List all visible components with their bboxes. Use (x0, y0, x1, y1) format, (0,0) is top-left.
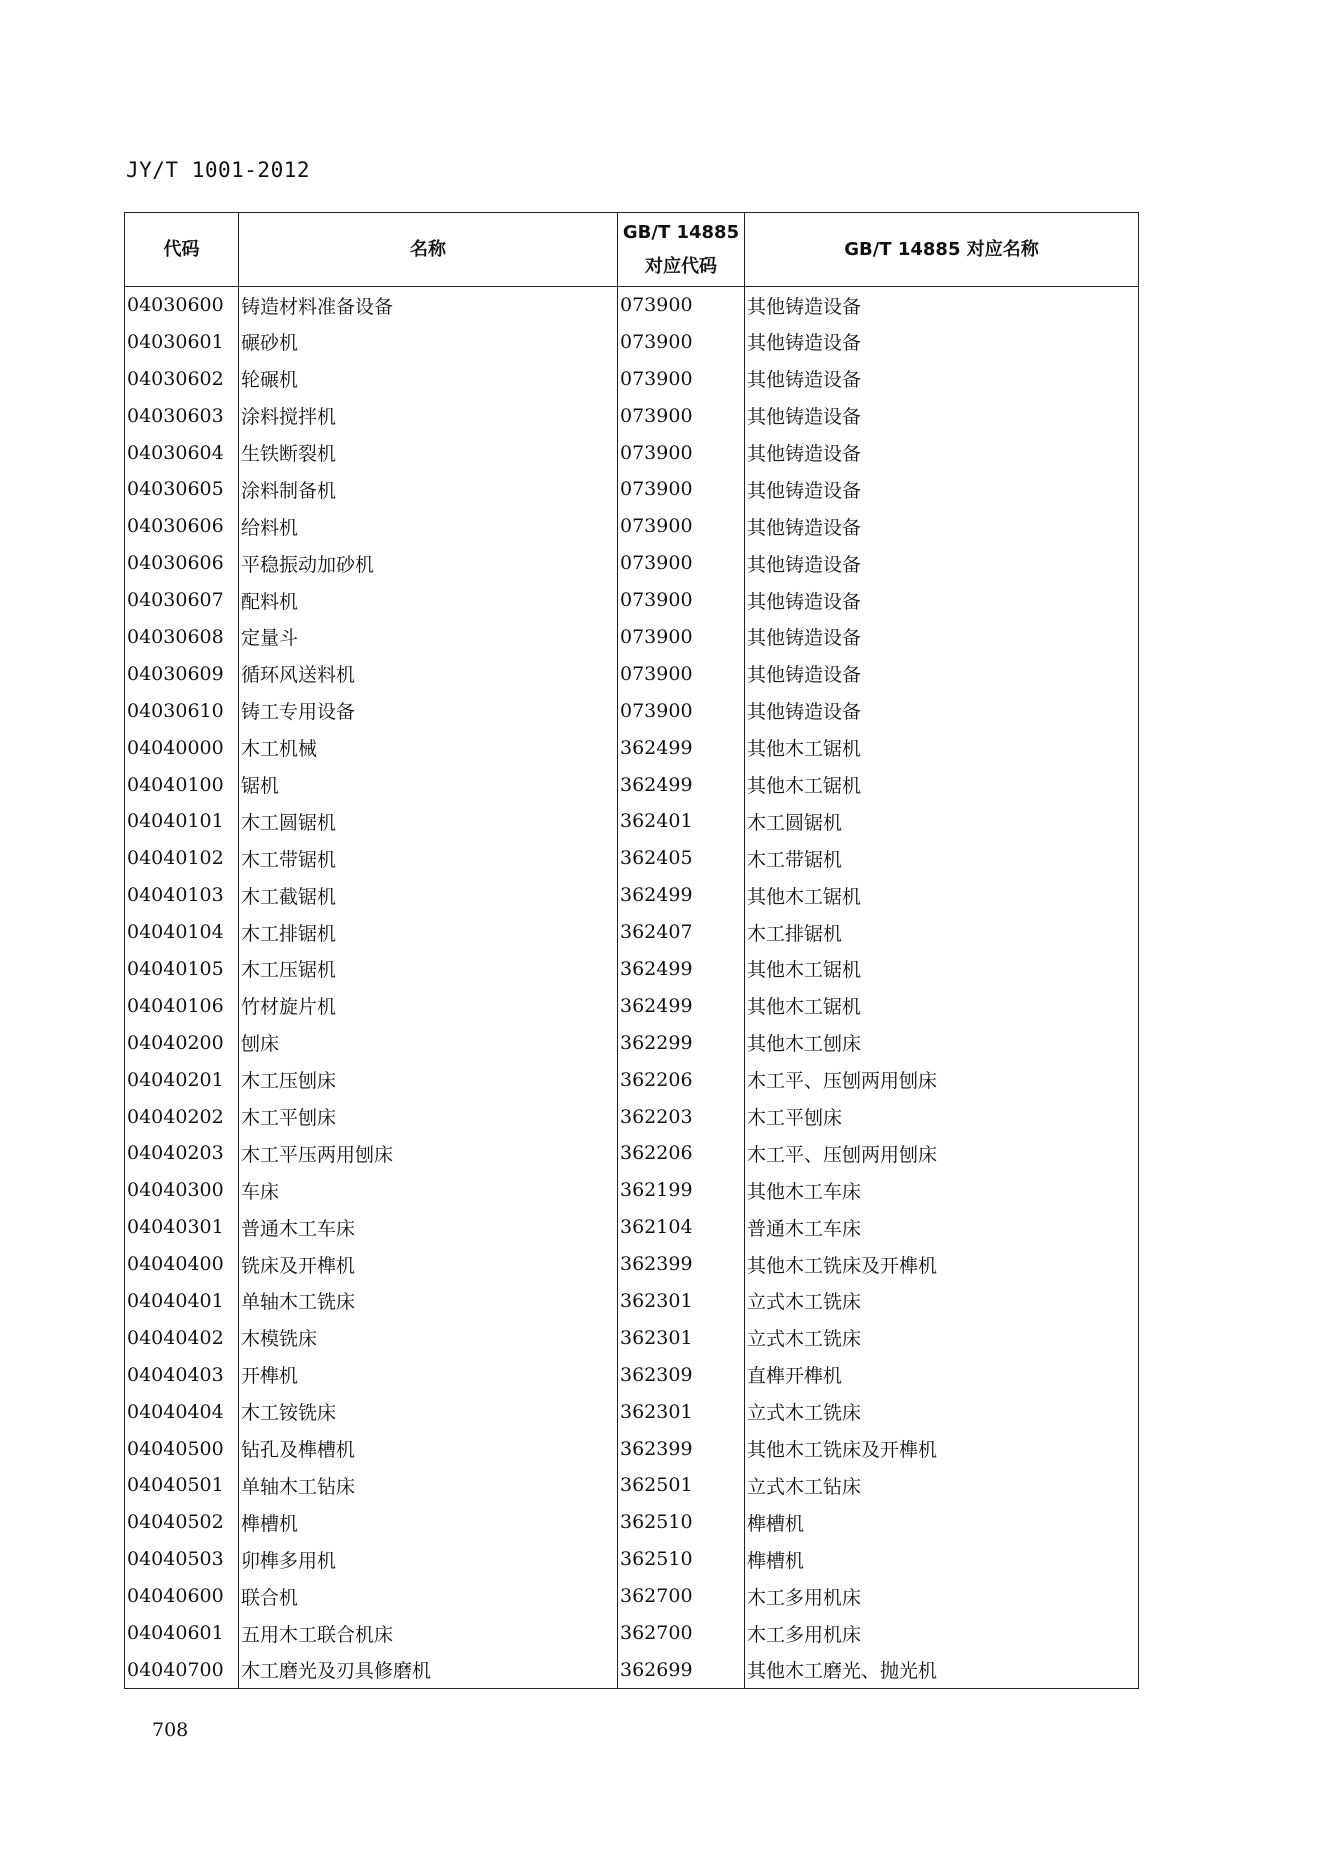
column-header-code: 代码 (125, 213, 239, 287)
cell-code: 04030609 (125, 655, 239, 692)
cell-gb-code: 362407 (618, 914, 745, 951)
cell-gb-name: 木工带锯机 (745, 840, 1139, 877)
cell-name: 木工带锯机 (239, 840, 618, 877)
column-header-gb-code: GB/T 14885 对应代码 (618, 213, 745, 287)
cell-gb-name: 普通木工车床 (745, 1209, 1139, 1246)
cell-name: 木工磨光及刃具修磨机 (239, 1651, 618, 1688)
table-row (125, 766, 1139, 803)
cell-gb-name: 其他木工刨床 (745, 1024, 1139, 1061)
cell-code: 04040102 (125, 840, 239, 877)
cell-code: 04040404 (125, 1393, 239, 1430)
cell-gb-code: 073900 (618, 692, 745, 729)
table-row (125, 987, 1139, 1024)
table-row (125, 803, 1139, 840)
cell-code: 04030602 (125, 360, 239, 397)
cell-name: 木工排锯机 (239, 914, 618, 951)
cell-gb-code: 362203 (618, 1098, 745, 1135)
cell-code: 04030604 (125, 434, 239, 471)
cell-code: 04040100 (125, 766, 239, 803)
cell-name: 木工截锯机 (239, 877, 618, 914)
cell-gb-code: 362206 (618, 1061, 745, 1098)
cell-gb-code: 073900 (618, 545, 745, 582)
cell-name: 循环风送料机 (239, 655, 618, 692)
cell-code: 04040401 (125, 1283, 239, 1320)
table-row (125, 323, 1139, 360)
cell-gb-name: 其他铸造设备 (745, 434, 1139, 471)
cell-name: 木工压锯机 (239, 951, 618, 988)
cell-gb-code: 362499 (618, 729, 745, 766)
table-row (125, 1504, 1139, 1541)
cell-gb-code: 362199 (618, 1172, 745, 1209)
cell-code: 04040403 (125, 1356, 239, 1393)
cell-code: 04040105 (125, 951, 239, 988)
cell-code: 04030606 (125, 508, 239, 545)
cell-name: 单轴木工铣床 (239, 1283, 618, 1320)
cell-gb-name: 其他木工锯机 (745, 951, 1139, 988)
cell-gb-code: 362499 (618, 877, 745, 914)
cell-gb-code: 362309 (618, 1356, 745, 1393)
cell-code: 04040106 (125, 987, 239, 1024)
table-row (125, 1319, 1139, 1356)
cell-gb-code: 073900 (618, 619, 745, 656)
table-row (125, 1283, 1139, 1320)
table-row (125, 1578, 1139, 1615)
cell-gb-code: 362399 (618, 1246, 745, 1283)
table-row (125, 1615, 1139, 1652)
cell-gb-name: 立式木工铣床 (745, 1319, 1139, 1356)
cell-gb-code: 362499 (618, 987, 745, 1024)
cell-name: 生铁断裂机 (239, 434, 618, 471)
table-row (125, 1651, 1139, 1688)
cell-gb-code: 362501 (618, 1467, 745, 1504)
cell-gb-code: 362700 (618, 1615, 745, 1652)
cell-gb-name: 立式木工钻床 (745, 1467, 1139, 1504)
cell-gb-name: 榫槽机 (745, 1541, 1139, 1578)
cell-gb-code: 362699 (618, 1651, 745, 1688)
cell-name: 木工铵铣床 (239, 1393, 618, 1430)
cell-gb-code: 362299 (618, 1024, 745, 1061)
cell-gb-code: 362499 (618, 766, 745, 803)
cell-name: 涂料制备机 (239, 471, 618, 508)
cell-name: 竹材旋片机 (239, 987, 618, 1024)
cell-gb-code: 362499 (618, 951, 745, 988)
cell-gb-code: 362405 (618, 840, 745, 877)
cell-gb-code: 362510 (618, 1504, 745, 1541)
cell-gb-name: 其他木工锯机 (745, 729, 1139, 766)
cell-gb-code: 073900 (618, 323, 745, 360)
cell-gb-name: 直榫开榫机 (745, 1356, 1139, 1393)
cell-code: 04040202 (125, 1098, 239, 1135)
cell-gb-name: 其他铸造设备 (745, 397, 1139, 434)
cell-gb-code: 073900 (618, 655, 745, 692)
cell-name: 配料机 (239, 582, 618, 619)
cell-name: 铣床及开榫机 (239, 1246, 618, 1283)
cell-code: 04040203 (125, 1135, 239, 1172)
cell-gb-code: 362206 (618, 1135, 745, 1172)
cell-gb-code: 362401 (618, 803, 745, 840)
cell-code: 04030607 (125, 582, 239, 619)
table-row (125, 471, 1139, 508)
code-table (124, 212, 1139, 1689)
cell-name: 铸造材料准备设备 (239, 287, 618, 324)
cell-name: 给料机 (239, 508, 618, 545)
table-row (125, 914, 1139, 951)
cell-name: 涂料搅拌机 (239, 397, 618, 434)
cell-code: 04030608 (125, 619, 239, 656)
cell-name: 锯机 (239, 766, 618, 803)
cell-gb-name: 其他木工锯机 (745, 766, 1139, 803)
cell-gb-name: 榫槽机 (745, 1504, 1139, 1541)
cell-gb-name: 其他铸造设备 (745, 471, 1139, 508)
cell-name: 碾砂机 (239, 323, 618, 360)
cell-gb-name: 其他铸造设备 (745, 582, 1139, 619)
cell-code: 04040300 (125, 1172, 239, 1209)
cell-code: 04040201 (125, 1061, 239, 1098)
cell-gb-name: 其他铸造设备 (745, 655, 1139, 692)
cell-code: 04040501 (125, 1467, 239, 1504)
table-row (125, 287, 1139, 324)
cell-name: 轮碾机 (239, 360, 618, 397)
cell-name: 木工平压两用刨床 (239, 1135, 618, 1172)
cell-gb-code: 073900 (618, 582, 745, 619)
cell-name: 钻孔及榫槽机 (239, 1430, 618, 1467)
cell-gb-name: 木工平、压刨两用刨床 (745, 1061, 1139, 1098)
table-row (125, 1098, 1139, 1135)
cell-name: 刨床 (239, 1024, 618, 1061)
cell-gb-code: 362104 (618, 1209, 745, 1246)
cell-gb-name: 木工多用机床 (745, 1615, 1139, 1652)
cell-code: 04030600 (125, 287, 239, 324)
cell-name: 单轴木工钻床 (239, 1467, 618, 1504)
table-row (125, 1024, 1139, 1061)
cell-code: 04030603 (125, 397, 239, 434)
cell-gb-name: 木工多用机床 (745, 1578, 1139, 1615)
cell-name: 普通木工车床 (239, 1209, 618, 1246)
table-row (125, 434, 1139, 471)
cell-gb-name: 其他铸造设备 (745, 323, 1139, 360)
table-row (125, 1209, 1139, 1246)
column-header-name: 名称 (239, 213, 618, 287)
cell-name: 定量斗 (239, 619, 618, 656)
cell-code: 04040700 (125, 1651, 239, 1688)
cell-gb-code: 073900 (618, 287, 745, 324)
table-row (125, 1061, 1139, 1098)
cell-gb-name: 木工圆锯机 (745, 803, 1139, 840)
cell-gb-code: 073900 (618, 471, 745, 508)
cell-code: 04040301 (125, 1209, 239, 1246)
cell-name: 卯榫多用机 (239, 1541, 618, 1578)
table-row (125, 619, 1139, 656)
cell-gb-name: 其他木工铣床及开榫机 (745, 1246, 1139, 1283)
cell-gb-code: 073900 (618, 360, 745, 397)
cell-code: 04040200 (125, 1024, 239, 1061)
cell-gb-name: 立式木工铣床 (745, 1283, 1139, 1320)
table-row (125, 1356, 1139, 1393)
cell-code: 04040103 (125, 877, 239, 914)
page-number: 708 (152, 1719, 189, 1741)
cell-name: 木工压刨床 (239, 1061, 618, 1098)
cell-gb-code: 362510 (618, 1541, 745, 1578)
table-row (125, 1172, 1139, 1209)
cell-name: 木模铣床 (239, 1319, 618, 1356)
cell-name: 木工平刨床 (239, 1098, 618, 1135)
table-row (125, 582, 1139, 619)
cell-code: 04040600 (125, 1578, 239, 1615)
cell-code: 04040502 (125, 1504, 239, 1541)
cell-gb-code: 073900 (618, 397, 745, 434)
column-header-gb-name: GB/T 14885 对应名称 (745, 213, 1139, 287)
cell-code: 04030606 (125, 545, 239, 582)
cell-code: 04040400 (125, 1246, 239, 1283)
cell-code: 04030610 (125, 692, 239, 729)
cell-name: 木工圆锯机 (239, 803, 618, 840)
table-row (125, 397, 1139, 434)
cell-name: 榫槽机 (239, 1504, 618, 1541)
cell-gb-name: 木工平、压刨两用刨床 (745, 1135, 1139, 1172)
cell-name: 平稳振动加砂机 (239, 545, 618, 582)
cell-name: 联合机 (239, 1578, 618, 1615)
cell-gb-name: 其他铸造设备 (745, 360, 1139, 397)
table-row (125, 951, 1139, 988)
cell-gb-name: 其他铸造设备 (745, 692, 1139, 729)
table-row (125, 1135, 1139, 1172)
table-row (125, 877, 1139, 914)
cell-gb-name: 其他铸造设备 (745, 508, 1139, 545)
cell-gb-name: 立式木工铣床 (745, 1393, 1139, 1430)
cell-gb-name: 木工平刨床 (745, 1098, 1139, 1135)
standard-code: JY/T 1001-2012 (126, 158, 311, 182)
cell-name: 开榫机 (239, 1356, 618, 1393)
cell-name: 铸工专用设备 (239, 692, 618, 729)
table-header-row (125, 213, 1139, 287)
cell-code: 04040601 (125, 1615, 239, 1652)
cell-code: 04040101 (125, 803, 239, 840)
cell-gb-name: 其他铸造设备 (745, 545, 1139, 582)
table-row (125, 1541, 1139, 1578)
cell-gb-code: 362399 (618, 1430, 745, 1467)
cell-gb-code: 362700 (618, 1578, 745, 1615)
cell-code: 04040000 (125, 729, 239, 766)
table-row (125, 729, 1139, 766)
table-row (125, 840, 1139, 877)
cell-gb-code: 073900 (618, 434, 745, 471)
table-row (125, 655, 1139, 692)
table-row (125, 1393, 1139, 1430)
cell-name: 车床 (239, 1172, 618, 1209)
table-row (125, 545, 1139, 582)
table-row (125, 1246, 1139, 1283)
cell-gb-name: 其他木工磨光、抛光机 (745, 1651, 1139, 1688)
cell-gb-name: 其他铸造设备 (745, 619, 1139, 656)
table-body (125, 287, 1139, 1689)
cell-name: 五用木工联合机床 (239, 1615, 618, 1652)
cell-gb-code: 362301 (618, 1283, 745, 1320)
cell-gb-code: 362301 (618, 1393, 745, 1430)
cell-code: 04030605 (125, 471, 239, 508)
cell-code: 04040402 (125, 1319, 239, 1356)
cell-gb-name: 其他木工车床 (745, 1172, 1139, 1209)
table-row (125, 508, 1139, 545)
cell-gb-code: 362301 (618, 1319, 745, 1356)
cell-gb-name: 其他铸造设备 (745, 287, 1139, 324)
cell-gb-name: 其他木工锯机 (745, 877, 1139, 914)
cell-gb-name: 其他木工锯机 (745, 987, 1139, 1024)
cell-gb-name: 其他木工铣床及开榫机 (745, 1430, 1139, 1467)
cell-code: 04040503 (125, 1541, 239, 1578)
cell-gb-code: 073900 (618, 508, 745, 545)
table-row (125, 360, 1139, 397)
table-row (125, 692, 1139, 729)
cell-code: 04030601 (125, 323, 239, 360)
cell-gb-name: 木工排锯机 (745, 914, 1139, 951)
cell-name: 木工机械 (239, 729, 618, 766)
cell-code: 04040500 (125, 1430, 239, 1467)
table-row (125, 1467, 1139, 1504)
cell-code: 04040104 (125, 914, 239, 951)
table-row (125, 1430, 1139, 1467)
